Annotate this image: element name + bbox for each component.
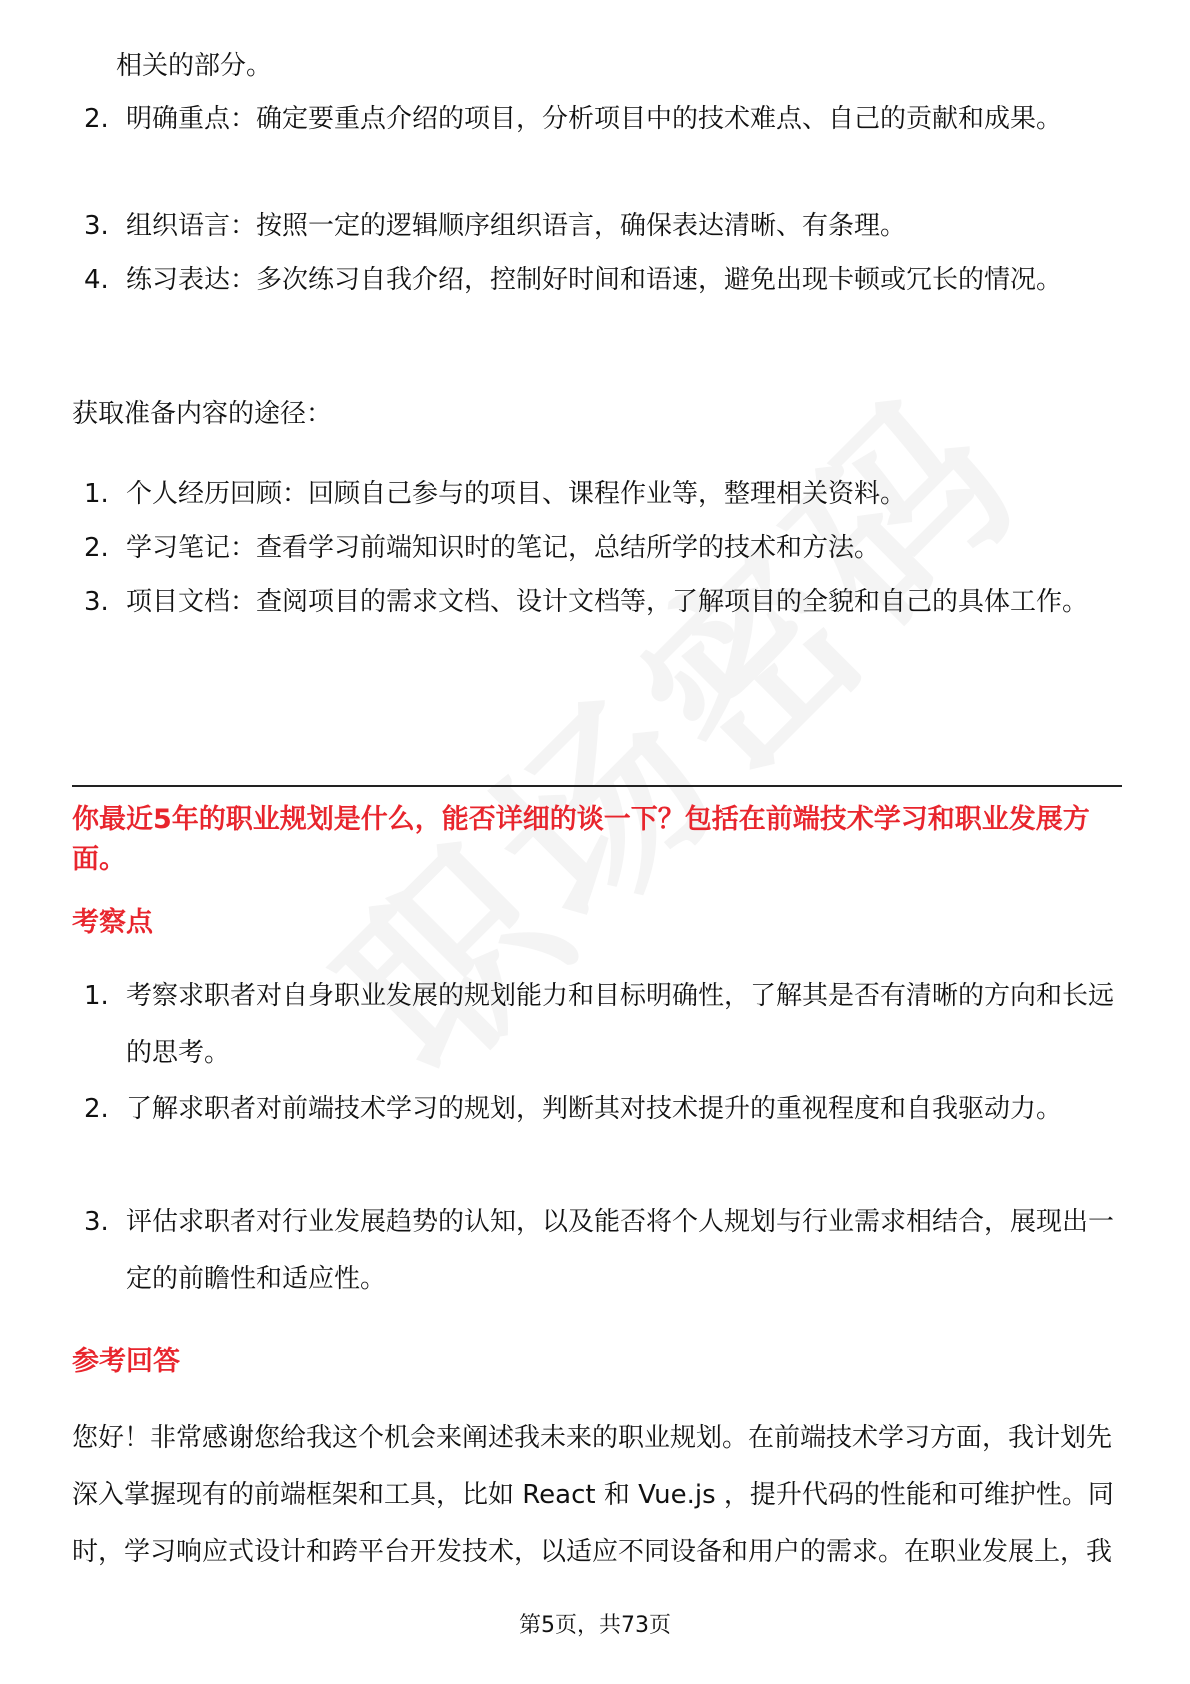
list-text: 个人经历回顾：回顾自己参与的项目、课程作业等，整理相关资料。 bbox=[126, 479, 907, 509]
list-number: 2. bbox=[84, 533, 109, 563]
list-number: 1. bbox=[84, 479, 109, 509]
list-text: 学习笔记：查看学习前端知识时的笔记，总结所学的技术和方法。 bbox=[126, 533, 881, 563]
sources-intro: 获取准备内容的途径： bbox=[72, 399, 333, 429]
section-divider bbox=[72, 785, 1122, 787]
exam-points-heading: 考察点 bbox=[72, 907, 153, 938]
list-text: 明确重点：确定要重点介绍的项目，分析项目中的技术难点、自己的贡献和成果。 bbox=[126, 104, 1063, 134]
list-text: 项目文档：查阅项目的需求文档、设计文档等，了解项目的全貌和自己的具体工作。 bbox=[126, 587, 1089, 617]
list-text: 了解求职者对前端技术学习的规划，判断其对技术提升的重视程度和自我驱动力。 bbox=[126, 1094, 1063, 1124]
question-title: 你最近5年的职业规划是什么，能否详细的谈一下？包括在前端技术学习和职业发展方面。 bbox=[72, 804, 1090, 875]
list-text: 评估求职者对行业发展趋势的认知，以及能否将个人规划与行业需求相结合，展现出一定的前瞻性和适应性。 bbox=[126, 1207, 1115, 1294]
list-number: 2. bbox=[84, 1094, 109, 1124]
list-number: 2. bbox=[84, 104, 109, 134]
list-number: 3. bbox=[84, 1207, 109, 1237]
list-text: 练习表达：多次练习自我介绍，控制好时间和语速，避免出现卡顿或冗长的情况。 bbox=[126, 265, 1063, 295]
list-number: 1. bbox=[84, 981, 109, 1011]
list-number: 3. bbox=[84, 587, 109, 617]
list-number: 4. bbox=[84, 265, 109, 295]
answer-paragraph: 您好！非常感谢您给我这个机会来阐述我未来的职业规划。在前端技术学习方面，我计划先深入掌握现有的前端框架和工具，比如 React 和 Vue.js ，提升代码的性能和可维护性。同时，学习响应式设计和跨平台开发技术，以适应不同设备和用户的需求。在职业发展上，我 bbox=[72, 1423, 1114, 1567]
list-number: 3. bbox=[84, 211, 109, 241]
continuation-line: 相关的部分。 bbox=[116, 51, 273, 81]
answer-heading: 参考回答 bbox=[72, 1346, 180, 1377]
list-text: 考察求职者对自身职业发展的规划能力和目标明确性，了解其是否有清晰的方向和长远的思考。 bbox=[126, 981, 1115, 1068]
page-footer: 第5页，共73页 bbox=[519, 1613, 671, 1638]
list-text: 组织语言：按照一定的逻辑顺序组织语言，确保表达清晰、有条理。 bbox=[126, 211, 907, 241]
